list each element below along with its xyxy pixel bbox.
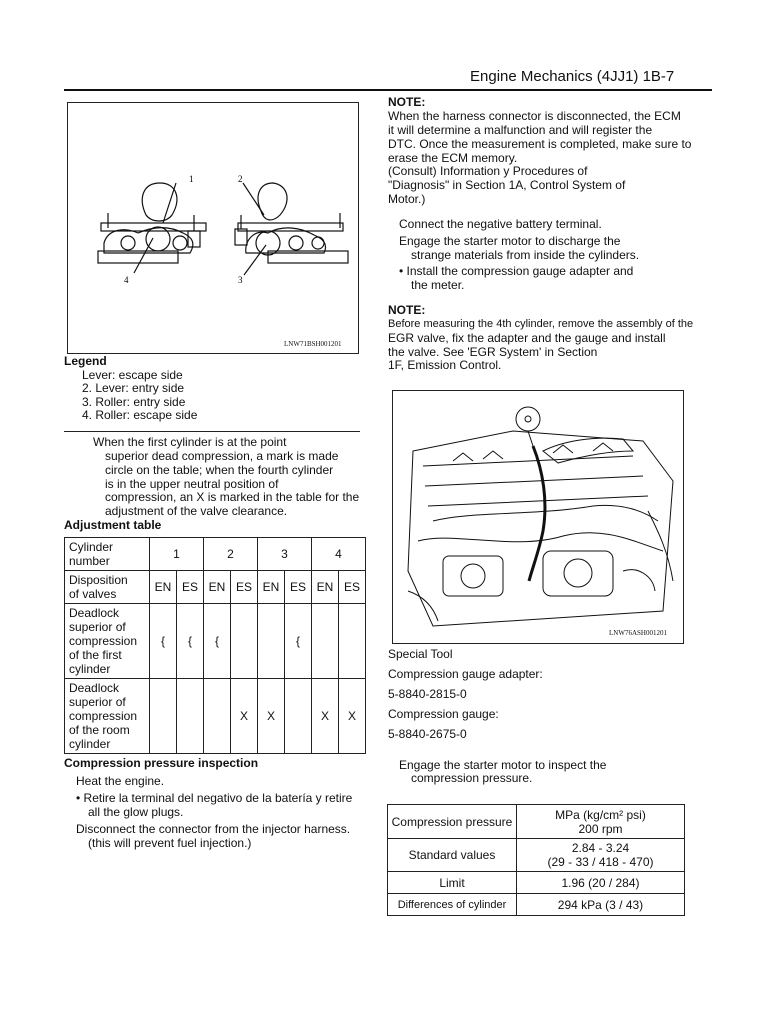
callout-3: 3 xyxy=(238,275,243,285)
cell-line: MPa (kg/cm² psi) xyxy=(555,807,646,822)
table-row xyxy=(65,571,366,604)
figure-code: LNW76ASH001201 xyxy=(609,629,667,637)
special-tool-line: Compression gauge adapter: xyxy=(388,667,543,681)
legend-item-3: 3. Roller: entry side xyxy=(82,395,186,409)
note-title: NOTE: xyxy=(388,303,426,317)
note-line: "Diagnosis" in Section 1A, Control System of xyxy=(388,178,626,192)
legend-item-4: 4. Roller: escape side xyxy=(82,408,198,422)
table-cell xyxy=(177,679,204,754)
table-cell xyxy=(312,604,339,679)
note-line: it will determine a malfunction and will register the xyxy=(388,123,653,137)
figure-code: LNW71BSH001201 xyxy=(284,340,342,348)
table-cell xyxy=(517,805,685,839)
table-cell xyxy=(517,839,685,872)
table-cell xyxy=(339,604,366,679)
note-line: 1F, Emission Control. xyxy=(388,358,502,372)
compression-section-title: Compression pressure inspection xyxy=(64,756,259,770)
note-line: erase the ECM memory. xyxy=(388,151,518,165)
table-cell: ES xyxy=(285,571,312,604)
table-cell: Cylinder number xyxy=(65,538,150,571)
table-row xyxy=(65,679,366,754)
legend-item-2: 2. Lever: entry side xyxy=(82,381,185,395)
cell-line: Deadlock xyxy=(69,681,120,695)
table-cell: 4 xyxy=(312,538,366,571)
cell-line: 200 rpm xyxy=(578,821,623,836)
table-cell xyxy=(65,604,150,679)
table-cell: { xyxy=(177,604,204,679)
cell-line: (29 - 33 / 418 - 470) xyxy=(547,855,654,869)
cell-line: 2.84 - 3.24 xyxy=(571,841,630,855)
step-line: Engage the starter motor to discharge the xyxy=(399,234,621,248)
cell-line: Disposition xyxy=(69,573,128,587)
note-title: NOTE: xyxy=(388,95,426,109)
special-tool-line: 5-8840-2675-0 xyxy=(388,727,467,741)
table-cell xyxy=(150,679,177,754)
table-cell: X xyxy=(312,679,339,754)
callout-4: 4 xyxy=(124,275,129,285)
callout-2: 2 xyxy=(238,174,243,184)
note-line: When the harness connector is disconnected, the ECM xyxy=(388,109,681,123)
step-text-line: is in the upper neutral position of xyxy=(105,477,279,491)
step-text-line: When the first cylinder is at the point xyxy=(93,435,287,449)
note-line: EGR valve, fix the adapter and the gauge and install xyxy=(388,331,666,345)
note-line: Motor.) xyxy=(388,192,426,206)
note-line: DTC. Once the measurement is completed, make sure to xyxy=(388,137,692,151)
cell-line: of the room xyxy=(69,723,130,737)
cell-line: compression xyxy=(69,709,138,723)
step-line: the meter. xyxy=(411,278,465,292)
legend-title: Legend xyxy=(64,354,107,368)
note-line: the valve. See 'EGR System' in Section xyxy=(388,345,598,359)
adjustment-table xyxy=(64,537,366,754)
compression-line: all the glow plugs. xyxy=(88,805,184,819)
cell-line: cylinder xyxy=(69,737,111,751)
note-line: Before measuring the 4th cylinder, remove the assembly of the xyxy=(388,318,694,330)
table-cell xyxy=(285,679,312,754)
callout-1: 1 xyxy=(189,174,194,184)
rocker-arm-figure xyxy=(67,102,359,354)
table-cell xyxy=(204,679,231,754)
step-text-line: superior dead compression, a mark is made xyxy=(105,449,339,463)
table-cell: EN xyxy=(150,571,177,604)
table-row xyxy=(388,872,685,894)
section-divider xyxy=(64,431,360,432)
engine-gauge-drawing xyxy=(393,391,683,643)
table-cell: X xyxy=(231,679,258,754)
cell-line: superior of xyxy=(69,695,126,709)
step-text-line: circle on the table; when the fourth cylinder xyxy=(105,463,334,477)
table-cell: 1 xyxy=(150,538,204,571)
step-text-line: compression, an X is marked in the table for the xyxy=(105,490,360,504)
table-cell: ES xyxy=(231,571,258,604)
table-cell: ES xyxy=(177,571,204,604)
table-cell xyxy=(65,571,150,604)
table-cell: { xyxy=(150,604,177,679)
inspect-step-line: compression pressure. xyxy=(411,771,533,785)
compression-line: • Retire la terminal del negativo de la batería y retire xyxy=(76,791,353,805)
table-cell: { xyxy=(285,604,312,679)
table-cell: 3 xyxy=(258,538,312,571)
compression-line: (this will prevent fuel injection.) xyxy=(88,836,252,850)
cell-line: compression xyxy=(69,634,138,648)
special-tool-line: Compression gauge: xyxy=(388,707,499,721)
table-cell: EN xyxy=(312,571,339,604)
special-tool-line: Special Tool xyxy=(388,647,453,661)
table-row xyxy=(65,604,366,679)
table-row xyxy=(388,839,685,872)
table-row xyxy=(65,538,366,571)
inspect-step-line: Engage the starter motor to inspect the xyxy=(399,758,607,772)
step-text-line: adjustment of the valve clearance. xyxy=(105,504,288,518)
table-cell xyxy=(231,604,258,679)
table-cell: X xyxy=(258,679,285,754)
table-row xyxy=(388,805,685,839)
cell-line: Deadlock xyxy=(69,606,120,620)
table-cell: 1.96 (20 / 284) xyxy=(517,872,685,894)
table-cell xyxy=(258,604,285,679)
table-cell: Differences of cylinder xyxy=(388,894,517,916)
note-line: (Consult) Information y Procedures of xyxy=(388,164,588,178)
page-header-title: Engine Mechanics (4JJ1) 1B-7 xyxy=(470,68,675,85)
cell-line: of the first xyxy=(69,648,122,662)
rocker-arm-drawing xyxy=(68,103,358,353)
table-cell: 2 xyxy=(204,538,258,571)
compression-line: Disconnect the connector from the injector harness. xyxy=(76,822,351,836)
cell-line: superior of xyxy=(69,620,126,634)
adjustment-table-title: Adjustment table xyxy=(64,518,162,532)
table-cell: Compression pressure xyxy=(388,805,517,839)
cell-line: of valves xyxy=(69,587,117,601)
header-rule xyxy=(64,89,712,91)
table-cell: X xyxy=(339,679,366,754)
compression-line: Heat the engine. xyxy=(76,774,165,788)
table-cell: EN xyxy=(204,571,231,604)
table-cell: 294 kPa (3 / 43) xyxy=(517,894,685,916)
table-cell: ES xyxy=(339,571,366,604)
step-line: • Install the compression gauge adapter and xyxy=(399,264,634,278)
legend-item-1: Lever: escape side xyxy=(82,368,183,382)
table-cell: EN xyxy=(258,571,285,604)
special-tool-line: 5-8840-2815-0 xyxy=(388,687,467,701)
table-row xyxy=(388,894,685,916)
step-line: Connect the negative battery terminal. xyxy=(399,217,602,231)
table-cell xyxy=(65,679,150,754)
engine-gauge-figure xyxy=(392,390,684,644)
table-cell: Standard values xyxy=(388,839,517,872)
cell-line: cylinder xyxy=(69,662,111,676)
compression-pressure-table xyxy=(387,804,685,916)
table-cell: { xyxy=(204,604,231,679)
table-cell: Limit xyxy=(388,872,517,894)
step-line: strange materials from inside the cylinders. xyxy=(411,248,640,262)
